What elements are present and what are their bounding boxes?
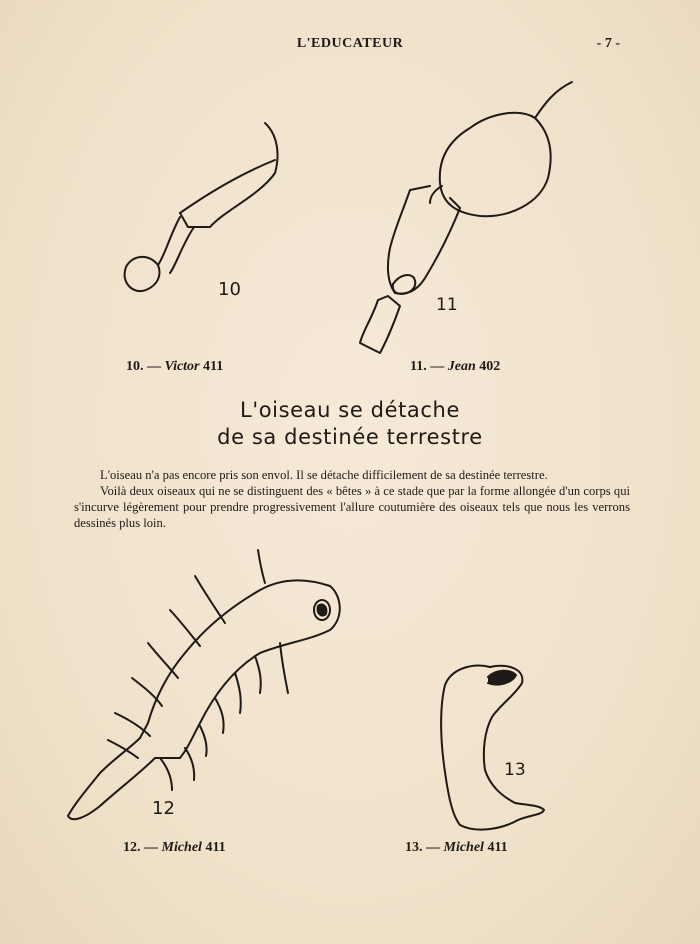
caption-code: 402 (479, 359, 501, 374)
journal-title: L'EDUCATEUR (296, 36, 404, 51)
caption-author: Victor (164, 359, 200, 374)
caption-number: 11. — (410, 359, 445, 374)
caption-10 (126, 359, 223, 375)
drawing-label-12: 12 (152, 798, 175, 819)
child-drawing-11 (350, 78, 580, 358)
caption-author: Jean (447, 359, 476, 374)
caption-code: 411 (203, 359, 224, 374)
section-title-line-2: de sa destinée terrestre (217, 425, 483, 449)
paragraph-1: L'oiseau n'a pas encore pris son envol. Il se détache difficilement de sa destinée terrestre. (100, 468, 548, 482)
caption-12 (123, 840, 226, 856)
caption-author: Michel (161, 840, 202, 855)
drawing-label-10: 10 (218, 279, 241, 300)
section-title-line-1: L'oiseau se détache (240, 398, 460, 422)
caption-author: Michel (443, 840, 484, 855)
caption-number: 12. — (123, 840, 158, 855)
drawing-label-13: 13 (504, 760, 526, 780)
caption-code: 411 (487, 840, 508, 855)
child-drawing-10 (110, 115, 290, 315)
section-title (0, 397, 700, 451)
caption-number: 13. — (405, 840, 440, 855)
paragraph-2: Voilà deux oiseaux qui ne se distinguent des « bêtes » à ce stade que par la forme allongée d'un corps qui s'incurve légèrement pour prendre progressivement l'allure coutumière des oiseaux tels que nous les verrons dessinés plus loin. (74, 484, 630, 530)
caption-13 (405, 840, 508, 856)
page-number: - 7 - (596, 36, 620, 51)
caption-number: 10. — (126, 359, 161, 374)
caption-11 (410, 359, 500, 375)
child-drawing-13 (430, 655, 560, 840)
drawing-label-11: 11 (436, 295, 458, 315)
child-drawing-12 (60, 548, 360, 848)
body-text (74, 467, 630, 531)
caption-code: 411 (205, 840, 226, 855)
